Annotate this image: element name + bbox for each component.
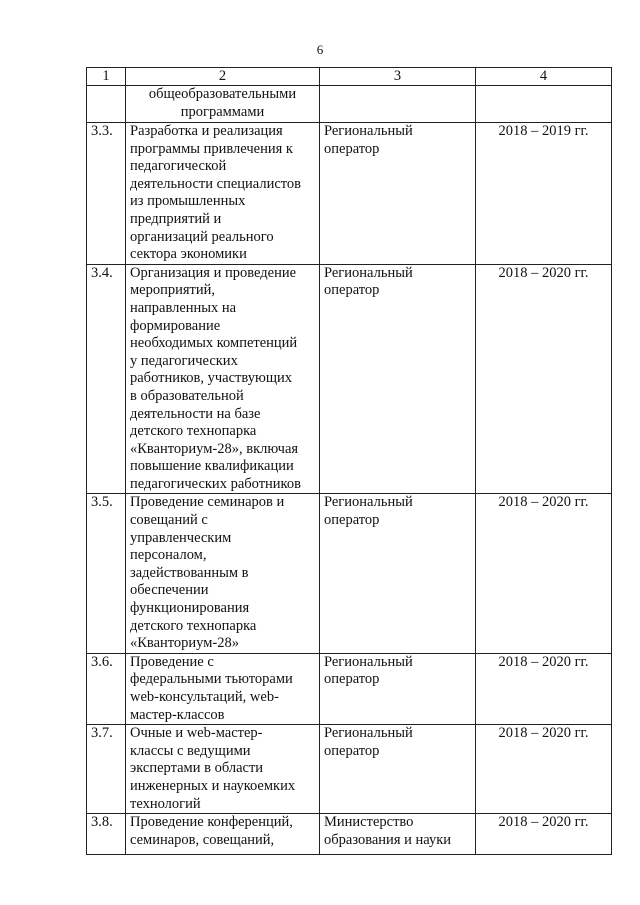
row-number: 3.7. — [87, 725, 126, 814]
row-number — [87, 86, 126, 123]
executor-cell: Региональный оператор — [320, 653, 476, 724]
row-number: 3.3. — [87, 123, 126, 265]
activity-cell: Проведение с федеральными тьюторами web-консультаций, web- мастер-классов — [126, 653, 320, 724]
executor-cell: Региональный оператор — [320, 494, 476, 653]
table-row — [87, 725, 612, 814]
column-header: 1 — [87, 68, 126, 86]
table-header-row — [87, 68, 612, 86]
period-cell: 2018 – 2020 гг. — [476, 494, 612, 653]
activity-cell: Разработка и реализация программы привлечения к педагогической деятельности специалистов из промышленных предприятий и организаций реального сектора экономики — [126, 123, 320, 265]
period-cell — [476, 86, 612, 123]
period-cell: 2018 – 2020 гг. — [476, 814, 612, 855]
activity-cell: Организация и проведение мероприятий, направленных на формирование необходимых компетенций у педагогических работников, участвующих в образовательной деятельности на базе детского технопарка «Кванториум-28», включая повышение квалификации педагогических работников — [126, 264, 320, 494]
executor-cell: Региональный оператор — [320, 725, 476, 814]
period-cell: 2018 – 2020 гг. — [476, 653, 612, 724]
period-cell: 2018 – 2020 гг. — [476, 264, 612, 494]
activity-cell: Очные и web-мастер- классы с ведущими экспертами в области инженерных и наукоемких технологий — [126, 725, 320, 814]
row-number: 3.5. — [87, 494, 126, 653]
page-number: 6 — [316, 42, 324, 57]
table-row — [87, 653, 612, 724]
continued-activity: общеобразовательными программами — [126, 86, 320, 123]
executor-cell: Региональный оператор — [320, 123, 476, 265]
activity-cell: Проведение конференций, семинаров, совещаний, — [126, 814, 320, 855]
table-row — [87, 86, 612, 123]
executor-cell: Министерство образования и науки — [320, 814, 476, 855]
column-header: 3 — [320, 68, 476, 86]
table-row — [87, 494, 612, 653]
row-number: 3.8. — [87, 814, 126, 855]
plan-table — [86, 67, 612, 855]
table-row — [87, 264, 612, 494]
executor-cell — [320, 86, 476, 123]
period-cell: 2018 – 2020 гг. — [476, 725, 612, 814]
column-header: 4 — [476, 68, 612, 86]
row-number: 3.4. — [87, 264, 126, 494]
table-row — [87, 123, 612, 265]
activity-cell: Проведение семинаров и совещаний с управленческим персоналом, задействованным в обеспечении функционирования детского технопарка «Кванториум-28» — [126, 494, 320, 653]
column-header: 2 — [126, 68, 320, 86]
table-row — [87, 814, 612, 855]
row-number: 3.6. — [87, 653, 126, 724]
executor-cell: Региональный оператор — [320, 264, 476, 494]
period-cell: 2018 – 2019 гг. — [476, 123, 612, 265]
